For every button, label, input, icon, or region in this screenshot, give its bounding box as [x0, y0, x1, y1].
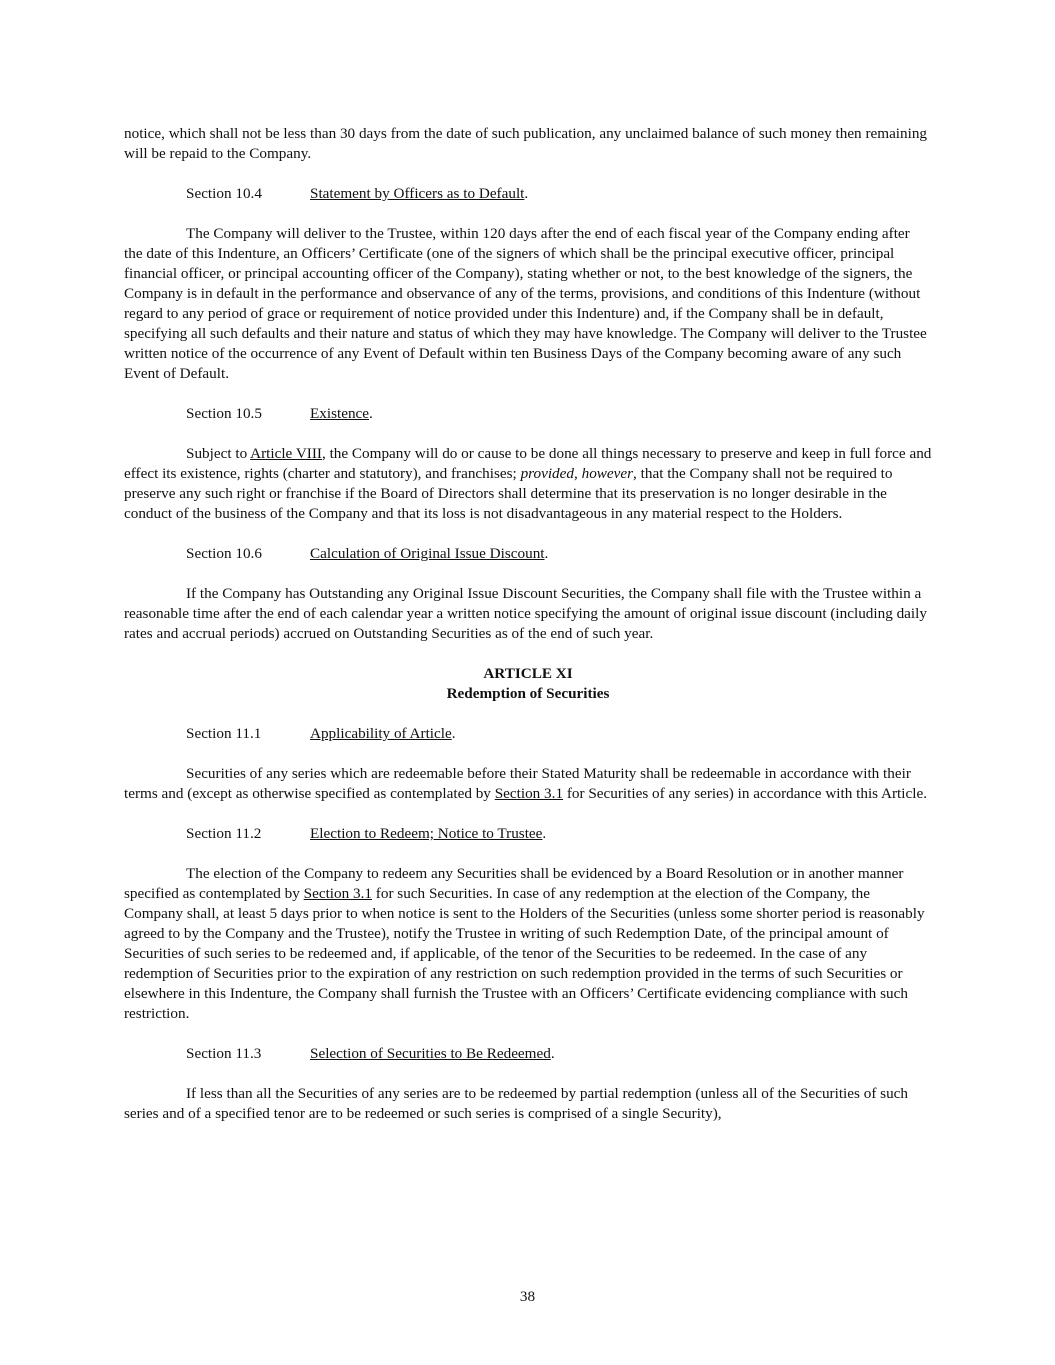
section-number: Section 10.5 — [186, 405, 262, 422]
section-number: Section 10.4 — [186, 185, 262, 202]
text-run: , — [574, 465, 582, 482]
section-heading-11-2 — [186, 824, 932, 844]
article-reference-link[interactable]: Article VIII — [250, 445, 322, 462]
section-period: . — [451, 725, 456, 742]
section-heading-11-3 — [186, 1044, 932, 1064]
section-title: Calculation of Original Issue Discount — [310, 545, 545, 562]
paragraph-11-2 — [124, 864, 932, 1024]
article-title: Redemption of Securities — [446, 685, 610, 702]
text-run: , that the Company shall not be required to preserve any such right or franchise if the Board of Directors shall determine that its preservation is no longer desirable in the conduct of the business of the Company and that its loss is not disadvantageous in any material respect to the Holders. — [124, 465, 893, 522]
section-title: Election to Redeem; Notice to Trustee — [310, 825, 543, 842]
paragraph-10-6: If the Company has Outstanding any Original Issue Discount Securities, the Company shall file with the Trustee within a reasonable time after the end of each calendar year a written notice specifying the amount of original issue discount (including daily rates and accrual periods) accrued on Outstanding Securities as of the end of such year. — [124, 585, 927, 642]
section-period: . — [542, 825, 547, 842]
text-run: , the Company will do or cause to be done all things necessary to preserve and keep in full force and effect its existence, rights (charter and statutory), and franchises; — [124, 445, 932, 482]
section-heading-10-4 — [186, 184, 932, 204]
text-run: Securities of any series which are redeemable before their Stated Maturity shall be redeemable in accordance with their terms and (except as otherwise specified as contemplated by — [124, 765, 911, 802]
section-heading-10-5 — [186, 404, 932, 424]
section-reference-link[interactable]: Section 3.1 — [494, 785, 564, 802]
paragraph-10-5 — [124, 444, 932, 524]
section-heading-11-1 — [186, 724, 932, 744]
section-number: Section 10.6 — [186, 545, 262, 562]
section-period: . — [524, 185, 529, 202]
paragraph-continuation: notice, which shall not be less than 30 days from the date of such publication, any unclaimed balance of such money then remaining will be repaid to the Company. — [124, 125, 928, 162]
text-run: for such Securities. In case of any redemption at the election of the Company, the Company shall, at least 5 days prior to when notice is sent to the Holders of the Securities (unless some shorter period is reasonably agreed to by the Company and the Trustee), notify the Trustee in writing of such Redemption Date, of the principal amount of Securities of such series to be redeemed and, if applicable, of the tenor of the Securities to be redeemed. In the case of any redemption of Securities prior to the expiration of any restriction on such redemption provided in the terms of such Securities or elsewhere in this Indenture, the Company shall furnish the Trustee with an Officers’ Certificate evidencing compliance with such restriction. — [124, 885, 925, 1022]
section-period: . — [550, 1045, 555, 1062]
section-period: . — [369, 405, 373, 422]
text-run: The election of the Company to redeem any Securities shall be evidenced by a Board Resolution or in another manner specified as contemplated by — [124, 865, 904, 902]
document-page — [124, 124, 932, 1144]
section-reference-link[interactable]: Section 3.1 — [303, 885, 372, 902]
section-title: Applicability of Article — [310, 725, 452, 742]
paragraph-10-4: The Company will deliver to the Trustee, within 120 days after the end of each fiscal year of the Company ending after the date of this Indenture, an Officers’ Certificate (one of the signers of which shall be the principal executive officer, principal financial officer, or principal accounting officer of the Company), stating whether or not, to the best knowledge of the signers, the Company is in default in the performance and observance of any of the terms, provisions, and conditions of this Indenture (without regard to any period of grace or requirement of notice provided under this Indenture) and, if the Company shall be in default, specifying all such defaults and their nature and status of which they may have knowledge. The Company will deliver to the Trustee written notice of the occurrence of any Event of Default within ten Business Days of the Company becoming aware of any such Event of Default. — [124, 225, 927, 382]
section-number: Section 11.2 — [186, 825, 262, 842]
section-period: . — [544, 545, 549, 562]
italic-text: provided — [520, 465, 574, 482]
section-number: Section 11.1 — [186, 725, 262, 742]
text-run: Subject to — [186, 445, 251, 462]
section-heading-10-6 — [186, 544, 932, 564]
paragraph-11-3: If less than all the Securities of any series are to be redeemed by partial redemption (unless all of the Securities of such series and of a specified tenor are to be redeemed or such series is comprised of a single Security), — [124, 1085, 909, 1122]
page-number: 38 — [519, 1288, 536, 1305]
text-run: for Securities of any series) in accordance with this Article. — [563, 785, 927, 802]
section-title: Statement by Officers as to Default — [310, 185, 525, 202]
section-title: Existence — [310, 405, 370, 422]
section-number: Section 11.3 — [186, 1045, 262, 1062]
section-title: Selection of Securities to Be Redeemed — [310, 1045, 551, 1062]
italic-text: however — [581, 465, 634, 482]
article-heading — [124, 664, 932, 704]
article-number: ARTICLE XI — [483, 665, 573, 682]
paragraph-11-1 — [124, 764, 932, 804]
